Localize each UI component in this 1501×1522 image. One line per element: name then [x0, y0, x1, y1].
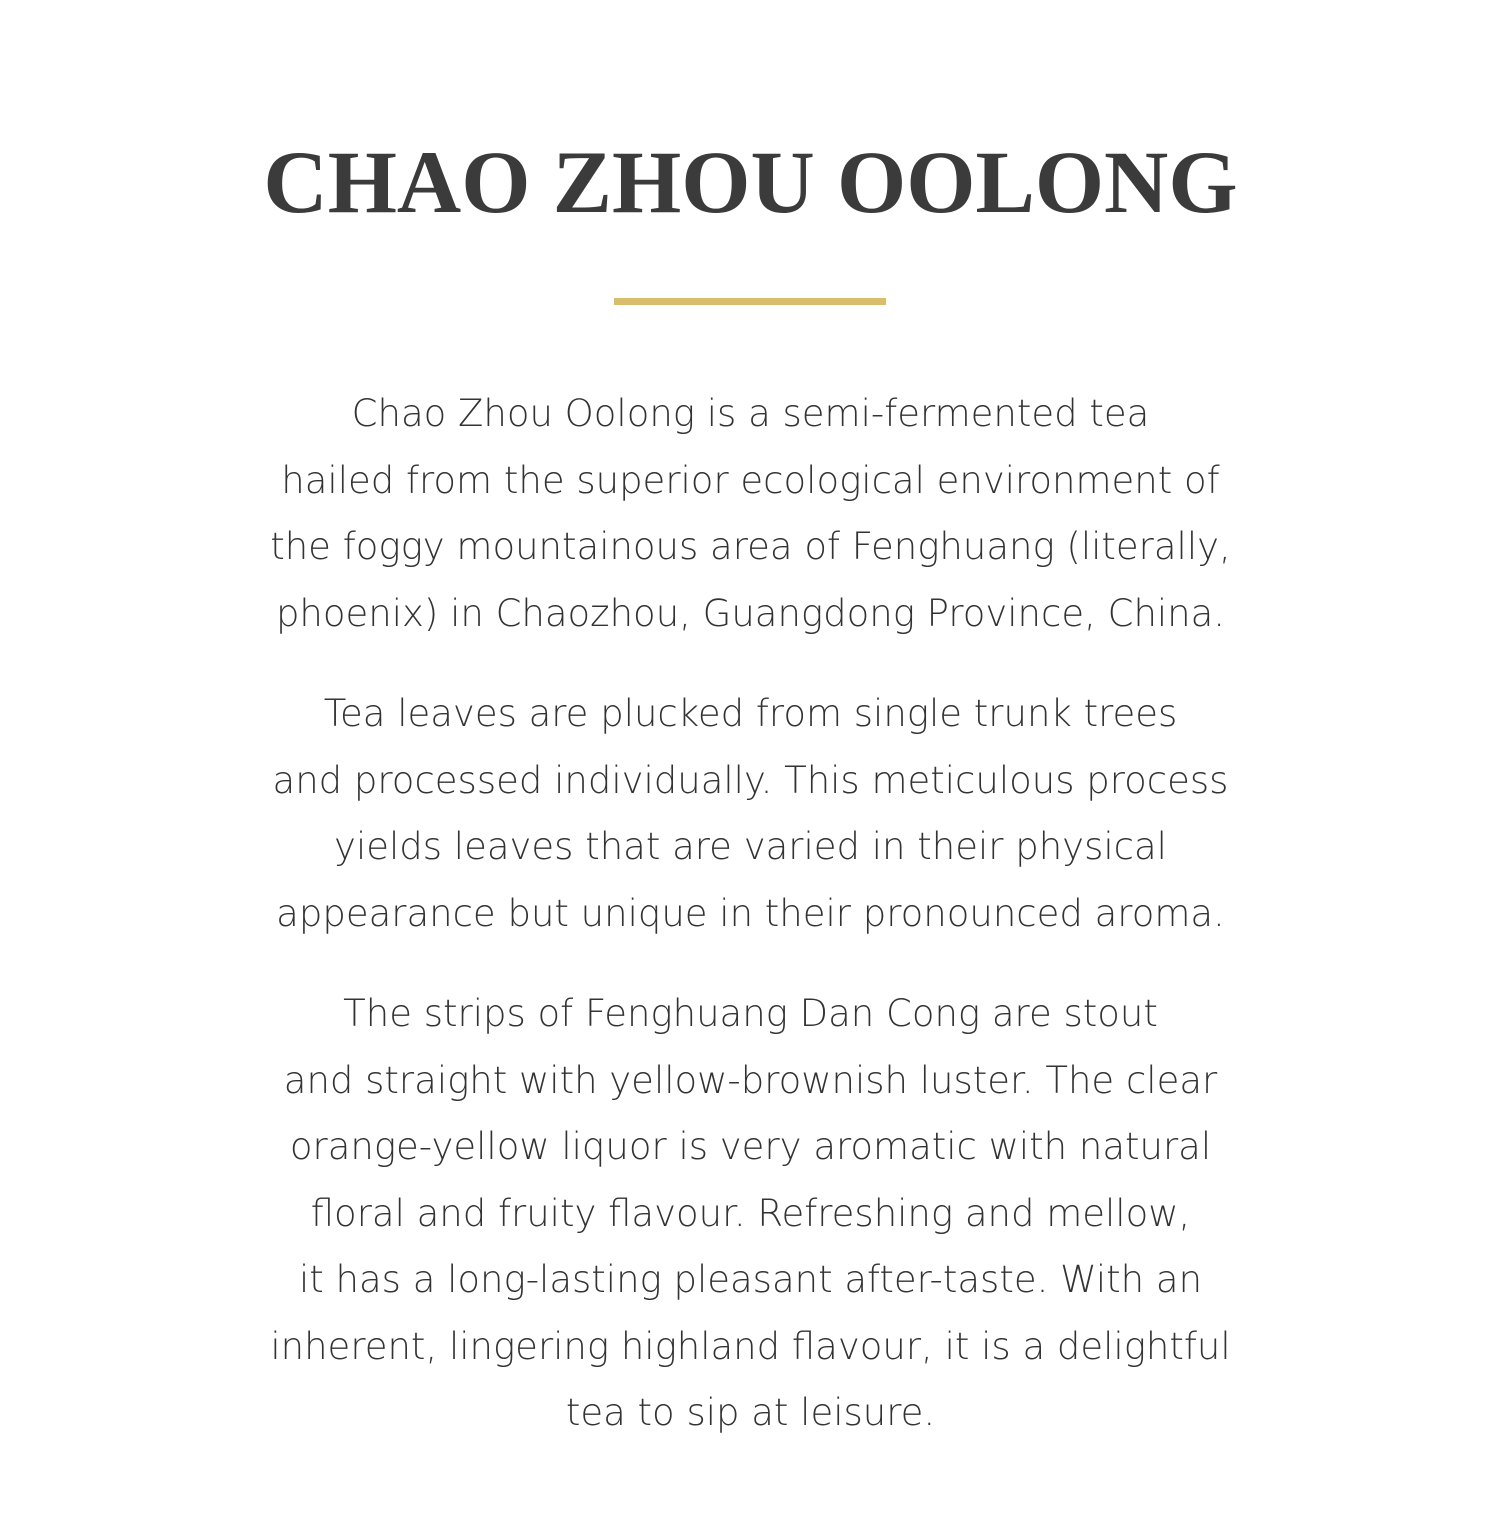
- paragraph-line: inherent, lingering highland flavour, it is a delightful: [270, 1324, 1231, 1368]
- paragraph-line: appearance but unique in their pronounced aroma.: [276, 891, 1225, 935]
- paragraph-tasting-notes: [150, 981, 1351, 1447]
- paragraph-line: tea to sip at leisure.: [565, 1391, 936, 1434]
- paragraph-line: and straight with yellow-brownish luster. The clear: [283, 1058, 1218, 1102]
- paragraph-line: floral and fruity flavour. Refreshing and mellow,: [310, 1191, 1191, 1235]
- paragraph-processing: [150, 681, 1351, 947]
- paragraph-line: and processed individually. This meticulous process: [272, 758, 1229, 802]
- paragraph-line: Tea leaves are plucked from single trunk trees: [323, 692, 1178, 735]
- paragraph-line: phoenix) in Chaozhou, Guangdong Province, China.: [275, 591, 1226, 635]
- paragraph-origin: [150, 381, 1351, 647]
- paragraph-line: orange-yellow liquor is very aromatic with natural: [289, 1125, 1212, 1168]
- paragraph-line: it has a long-lasting pleasant after-taste. With an: [298, 1258, 1203, 1301]
- paragraph-line: The strips of Fenghuang Dan Cong are stout: [343, 992, 1158, 1035]
- paragraph-line: the foggy mountainous area of Fenghuang (literally,: [270, 525, 1231, 568]
- page-title: CHAO ZHOU OOLONG: [263, 134, 1238, 232]
- title-divider: [614, 298, 886, 305]
- paragraph-line: Chao Zhou Oolong is a semi-fermented tea: [351, 392, 1150, 435]
- paragraph-line: yields leaves that are varied in their physical: [334, 825, 1167, 868]
- paragraph-line: hailed from the superior ecological environment of: [281, 458, 1220, 502]
